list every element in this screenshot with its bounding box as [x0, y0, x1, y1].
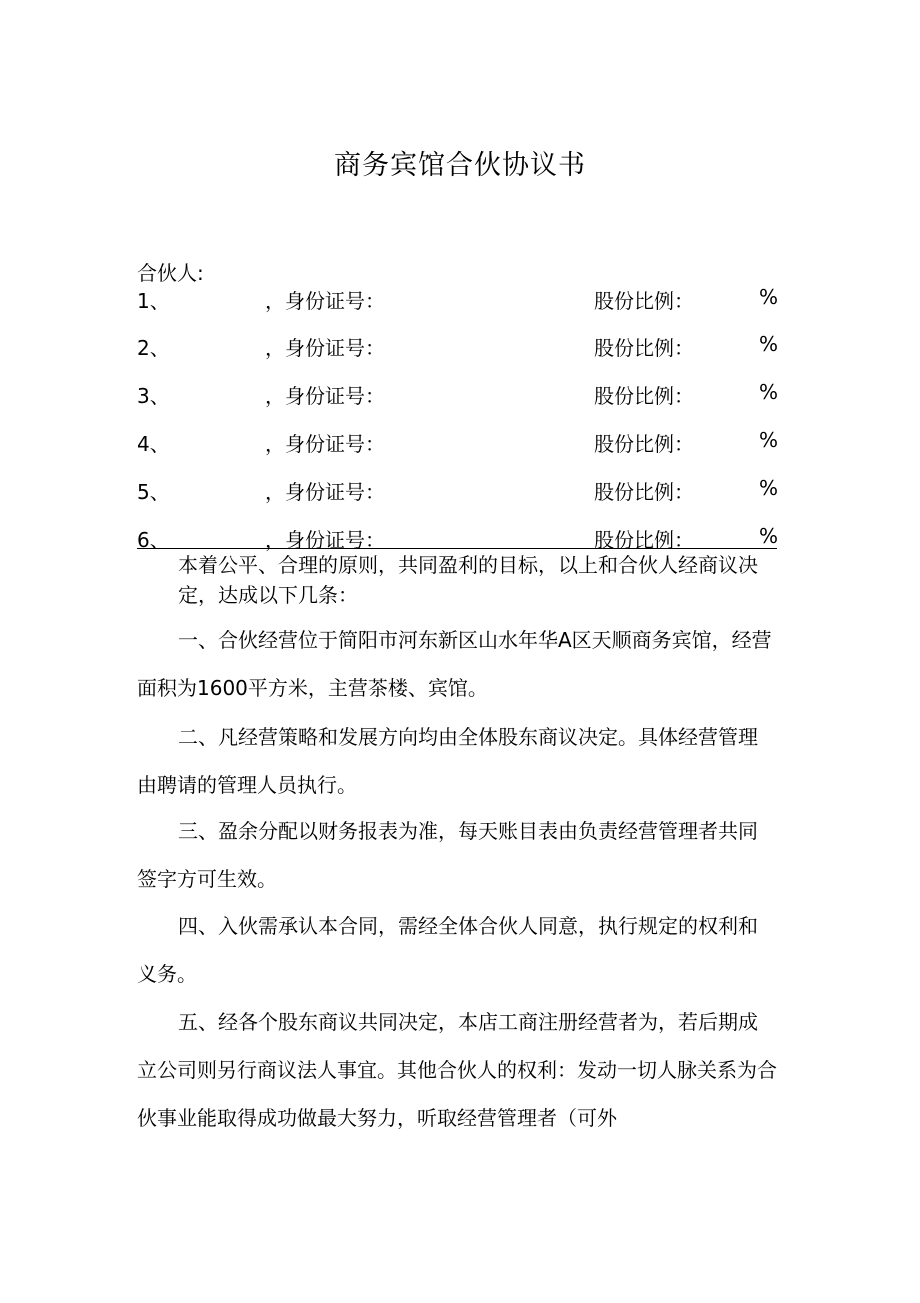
id-number-label: ，身份证号： — [265, 289, 385, 313]
intro-paragraph: 本着公平、合理的原则，共同盈利的目标，以上和合伙人经商议决定，达成以下几条： — [178, 553, 758, 607]
percent-sign: % — [759, 285, 779, 309]
section-divider — [137, 548, 777, 549]
id-number-label: ，身份证号： — [265, 480, 385, 504]
share-ratio-label: 股份比例： — [594, 289, 694, 313]
percent-sign: % — [759, 524, 779, 548]
id-number-label: ，身份证号： — [265, 528, 385, 552]
share-ratio-label: 股份比例： — [594, 480, 694, 504]
partners-heading: 合伙人: — [137, 261, 204, 285]
clause-1: 一、合伙经营位于简阳市河东新区山水年华A区天顺商务宾馆，经营面积为1600平方米，主营茶楼、宾馆。 — [137, 628, 772, 700]
clause-3: 三、盈余分配以财务报表为准，每天账目表由负责经营管理者共同签字方可生效。 — [137, 819, 758, 891]
partner-number: 3、 — [137, 384, 170, 408]
partner-number: 1、 — [137, 289, 170, 313]
partner-number: 6、 — [137, 528, 170, 552]
partner-number: 4、 — [137, 432, 170, 456]
partner-number: 2、 — [137, 336, 170, 360]
partner-row — [137, 285, 777, 313]
share-ratio-label: 股份比例： — [594, 432, 694, 456]
share-ratio-label: 股份比例： — [594, 336, 694, 360]
id-number-label: ，身份证号： — [265, 432, 385, 456]
partner-row — [137, 332, 777, 360]
percent-sign: % — [759, 476, 779, 500]
partner-row — [137, 428, 777, 456]
id-number-label: ，身份证号： — [265, 384, 385, 408]
partner-row — [137, 380, 777, 408]
clause-4: 四、入伙需承认本合同，需经全体合伙人同意，执行规定的权利和义务。 — [137, 914, 758, 986]
percent-sign: % — [759, 428, 779, 452]
share-ratio-label: 股份比例： — [594, 384, 694, 408]
clause-2: 二、凡经营策略和发展方向均由全体股东商议决定。具体经营管理由聘请的管理人员执行。 — [137, 725, 758, 797]
id-number-label: ，身份证号： — [265, 336, 385, 360]
document-title: 商务宾馆合伙协议书 — [334, 150, 586, 181]
share-ratio-label: 股份比例： — [594, 528, 694, 552]
partner-number: 5、 — [137, 480, 170, 504]
clause-5: 五、经各个股东商议共同决定，本店工商注册经营者为，若后期成立公司则另行商议法人事宜。其他合伙人的权利：发动一切人脉关系为合伙事业能取得成功做最大努力，听取经营管理者（可外 — [137, 1010, 777, 1130]
percent-sign: % — [759, 332, 779, 356]
percent-sign: % — [759, 380, 779, 404]
partner-row — [137, 476, 777, 504]
